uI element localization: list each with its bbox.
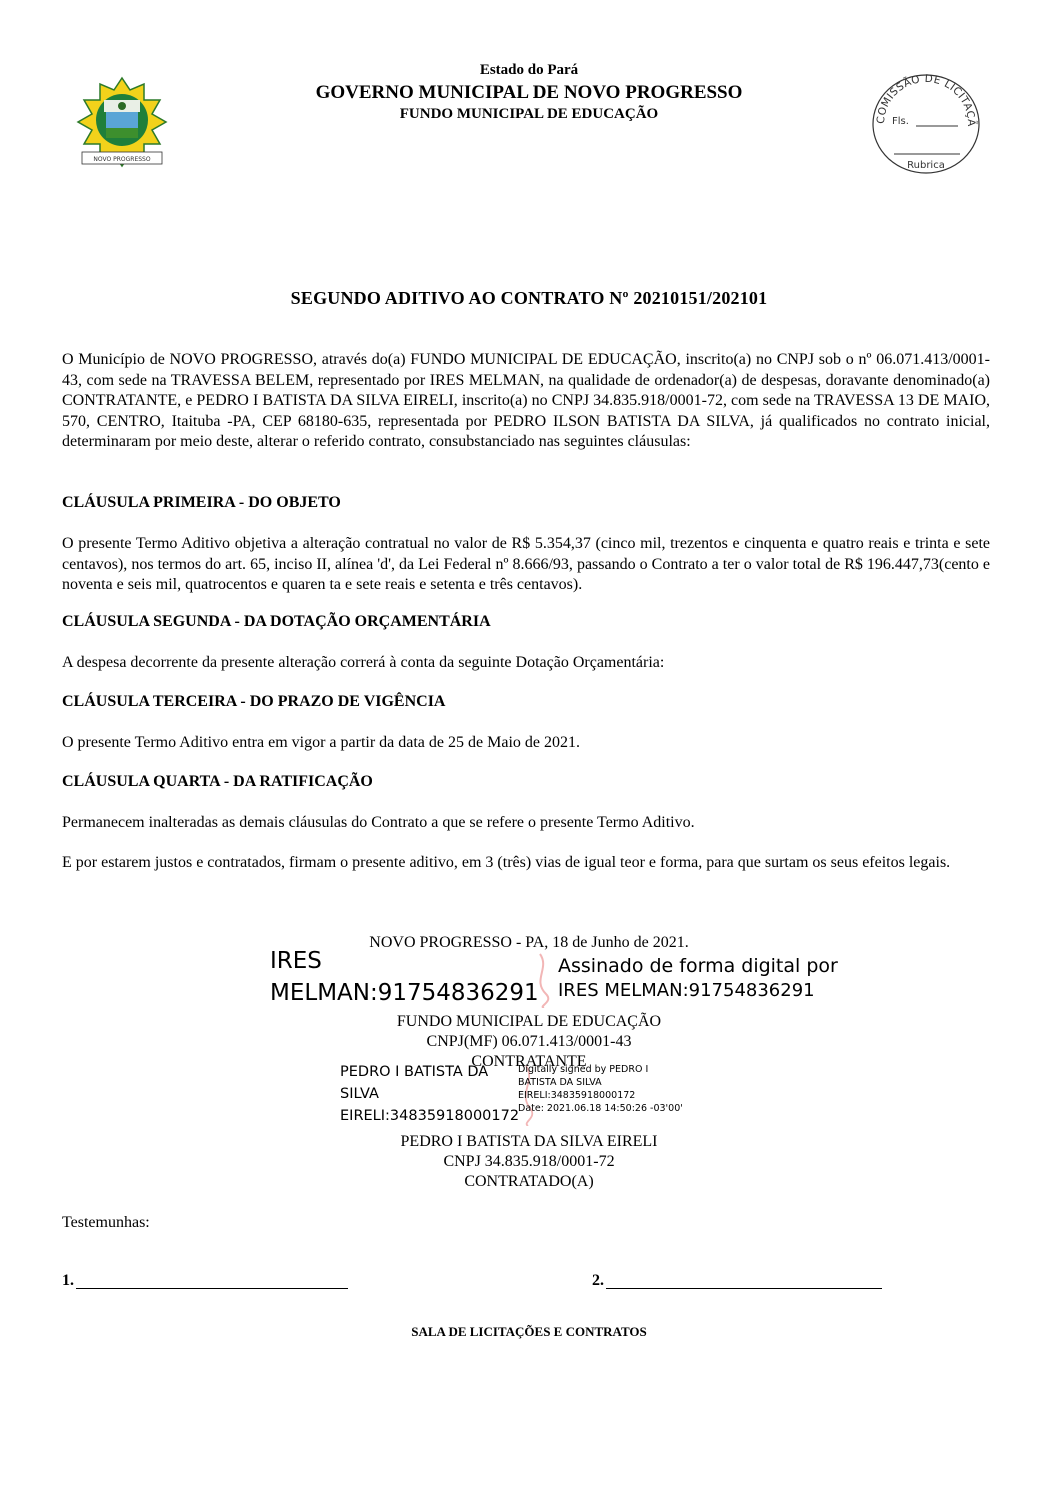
- svg-text:COMISSÃO DE LICITAÇÃO: [870, 72, 978, 127]
- witness-2-line: [606, 1288, 882, 1289]
- contratado-digital-note-1: Digitally signed by PEDRO I: [518, 1064, 649, 1075]
- header-government: GOVERNO MUNICIPAL DE NOVO PROGRESSO: [315, 82, 743, 103]
- document-title: SEGUNDO ADITIVO AO CONTRATO Nº 20210151/202101: [290, 288, 768, 308]
- contratado-digital-name-1: PEDRO I BATISTA DA: [340, 1064, 489, 1080]
- clause-2-heading: CLÁUSULA SEGUNDA - DA DOTAÇÃO ORÇAMENTÁRIA: [62, 613, 491, 630]
- witness-1-number: 1.: [62, 1272, 74, 1289]
- stamp-ring-text: COMISSÃO DE LICITAÇÃ: [874, 72, 978, 127]
- stamp-rubrica-label: Rubrica: [907, 160, 945, 171]
- contratado-digital-name-2: SILVA: [340, 1086, 379, 1102]
- contratante-digital-name-2: MELMAN:91754836291: [270, 980, 539, 1006]
- contratado-digital-signature: [340, 1060, 740, 1126]
- contratado-cnpj: CNPJ 34.835.918/0001-72: [443, 1153, 615, 1170]
- stamp-fls-label: Fls.: [892, 116, 909, 127]
- contratante-role: CONTRATANTE: [471, 1053, 587, 1070]
- clause-2-text: A despesa decorrente da presente alteração correrá à conta da seguinte Dotação Orçamentária:: [62, 654, 665, 671]
- footer-room: SALA DE LICITAÇÕES E CONTRATOS: [411, 1324, 647, 1339]
- clause-1-text: O presente Termo Aditivo objetiva a alteração contratual no valor de R$ 5.354,37 (cinco mil, trezentos e cinquenta e quatro reais e trinta e sete centavos), nos termos do art. 65, inciso II, alínea 'd', da Lei Federal nº 8.666/93, passando o Contrato a ter o valor total de R$ 196.447,73(cento e noventa e seis mil, quatrocentos e quaren ta e sete reais e setenta e três centavos).: [62, 535, 990, 593]
- contratante-digital-note-1: Assinado de forma digital por: [558, 955, 838, 977]
- contratado-role: CONTRATADO(A): [464, 1173, 594, 1190]
- contratado-digital-note-2: BATISTA DA SILVA: [518, 1077, 602, 1088]
- contratado-digital-note-4: Date: 2021.06.18 14:50:26 -03'00': [518, 1103, 683, 1114]
- clause-1-heading: CLÁUSULA PRIMEIRA - DO OBJETO: [62, 494, 341, 511]
- contratante-cnpj: CNPJ(MF) 06.071.413/0001-43: [426, 1033, 632, 1050]
- contratante-digital-signature: [270, 946, 870, 1008]
- contratante-digital-name-1: IRES: [270, 948, 322, 974]
- header-fund: FUNDO MUNICIPAL DE EDUCAÇÃO: [399, 106, 659, 122]
- clause-3-text: O presente Termo Aditivo entra em vigor a partir da data de 25 de Maio de 2021.: [62, 734, 580, 751]
- intro-paragraph: O Município de NOVO PROGRESSO, através do(a) FUNDO MUNICIPAL DE EDUCAÇÃO, inscrito(a) no CNPJ sob o nº 06.071.413/0001-43, com sede na TRAVESSA BELEM, representado por IRES MELMAN, na qualidade de ordenador(a) de despesas, doravante denominado(a) CONTRATANTE, e PEDRO I BATISTA DA SILVA EIRELI, inscrito(a) no CNPJ 34.835.918/0001-72, com sede na TRAVESSA 13 DE MAIO, 570, CENTRO, Itaituba -PA, CEP 68180-635, representada por PEDRO ILSON BATISTA DA SILVA, já qualificados no contrato inicial, determinaram por meio deste, alterar o referido contrato, consubstanciado nas seguintes cláusulas:: [62, 351, 990, 450]
- witnesses-label: Testemunhas:: [62, 1214, 150, 1231]
- witness-2-number: 2.: [592, 1272, 604, 1289]
- place-date: NOVO PROGRESSO - PA, 18 de Junho de 2021.: [369, 934, 689, 951]
- contratado-digital-note-3: EIRELI:34835918000172: [518, 1090, 636, 1101]
- logo-caption: NOVO PROGRESSO: [93, 156, 151, 163]
- contratado-org: PEDRO I BATISTA DA SILVA EIRELI: [400, 1133, 658, 1150]
- closing-paragraph: E por estarem justos e contratados, firmam o presente aditivo, em 3 (três) vias de igual teor e forma, para que surtam os seus efeitos legais.: [62, 854, 951, 871]
- witness-1-line: [76, 1288, 348, 1289]
- header-state: Estado do Pará: [479, 62, 579, 78]
- contratado-digital-name-3: EIRELI:34835918000172: [340, 1108, 520, 1124]
- bidding-commission-stamp: [870, 72, 982, 176]
- contratante-digital-note-2: IRES MELMAN:91754836291: [558, 980, 815, 1001]
- clause-3-heading: CLÁUSULA TERCEIRA - DO PRAZO DE VIGÊNCIA: [62, 693, 446, 710]
- contratante-org: FUNDO MUNICIPAL DE EDUCAÇÃO: [396, 1013, 662, 1030]
- clause-4-heading: CLÁUSULA QUARTA - DA RATIFICAÇÃO: [62, 773, 373, 790]
- clause-4-text: Permanecem inalteradas as demais cláusulas do Contrato a que se refere o presente Termo Aditivo.: [62, 814, 695, 831]
